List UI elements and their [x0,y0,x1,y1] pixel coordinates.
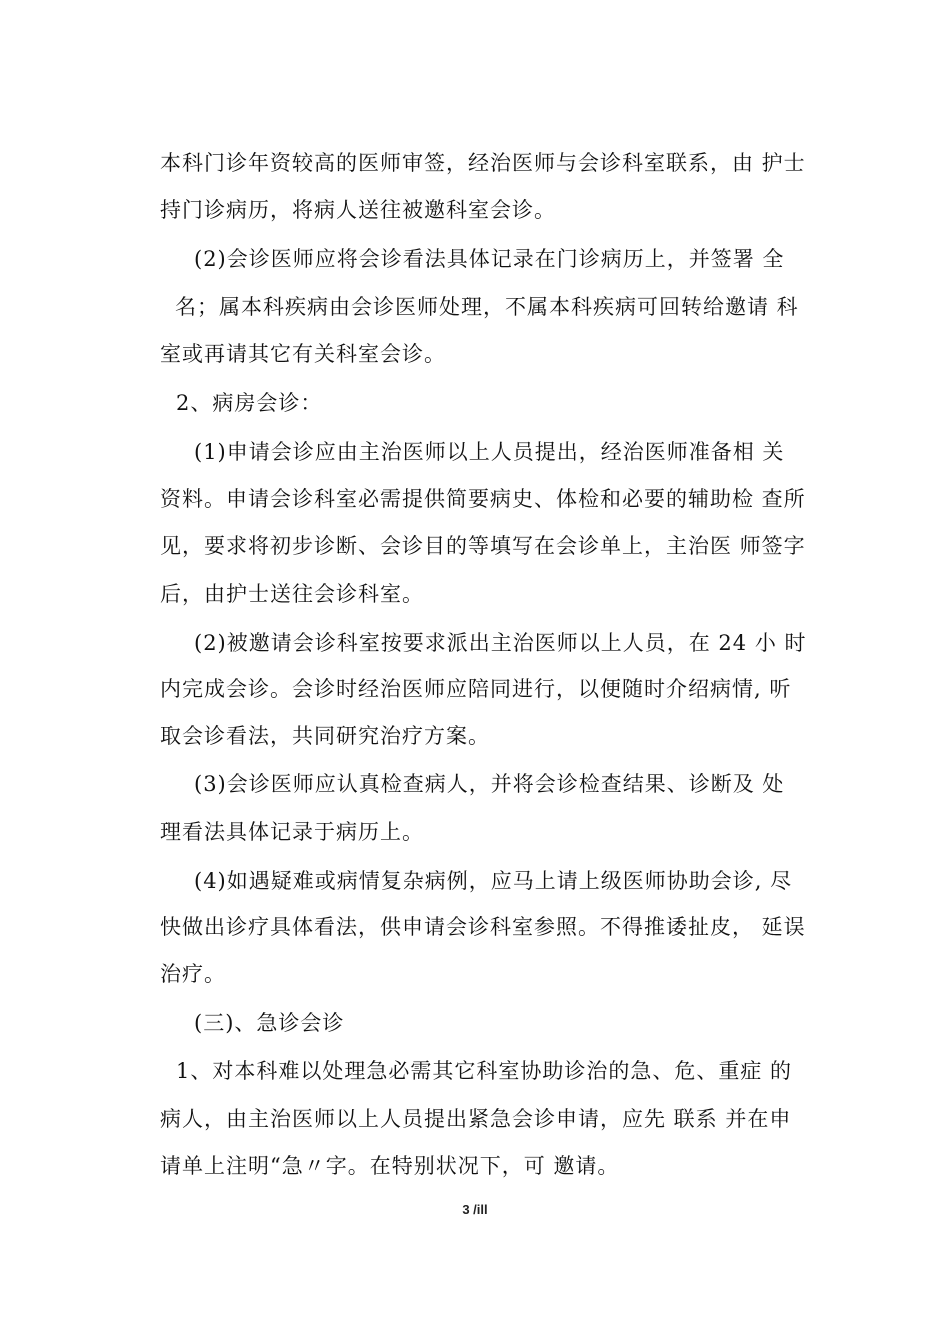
text-line-6: 2、病房会诊： [176,391,323,415]
text-line-15: 理看法具体记录于病历上。 [160,820,424,844]
text-line-8: 资料。申请会诊科室必需提供简要病史、体检和必要的辅助检 查所 [160,487,806,511]
text-line-20: 1、对本科难以处理急必需其它科室协助诊治的急、危、重症 的 [176,1059,793,1083]
text-line-3: (2)会诊医师应将会诊看法具体记录在门诊病历上，并签署 全 [194,247,785,271]
text-line-2: 持门诊病历，将病人送往被邀科室会诊。 [160,198,556,222]
text-line-22: 请单上注明“急〃字。在特别状况下，可 邀请。 [160,1154,620,1178]
text-line-11: (2)被邀请会诊科室按要求派出主治医师以上人员，在 24 小 时 [194,631,807,655]
text-line-17: 快做出诊疗具体看法，供申请会诊科室参照。不得推诿扯皮， 延误 [160,915,806,939]
text-line-1: 本科门诊年资较高的医师审签，经治医师与会诊科室联系，由 护士 [160,151,806,175]
text-line-12: 内完成会诊。会诊时经治医师应陪同进行，以便随时介绍病情, 听 [160,677,792,701]
text-line-19: (三)、急诊会诊 [194,1011,345,1035]
text-line-10: 后，由护士送往会诊科室。 [160,582,424,606]
text-line-13: 取会诊看法，共同研究治疗方案。 [160,724,490,748]
text-line-4: 名；属本科疾病由会诊医师处理，不属本科疾病可回转给邀请 科 [175,295,799,319]
text-line-14: (3)会诊医师应认真检查病人，并将会诊检查结果、诊断及 处 [194,772,785,796]
text-line-16: (4)如遇疑难或病情复杂病例，应马上请上级医师协助会诊, 尽 [194,869,793,893]
text-line-18: 治疗。 [160,962,226,986]
text-line-7: (1)申请会诊应由主治医师以上人员提出，经治医师准备相 关 [194,440,785,464]
text-line-21: 病人，由主治医师以上人员提出紧急会诊申请，应先 联系 并在申 [160,1107,792,1131]
page-number: 3 /ill [462,1202,488,1217]
text-line-9: 见，要求将初步诊断、会诊目的等填写在会诊单上，主治医 师签字 [160,534,806,558]
text-line-5: 室或再请其它有关科室会诊。 [160,342,446,366]
